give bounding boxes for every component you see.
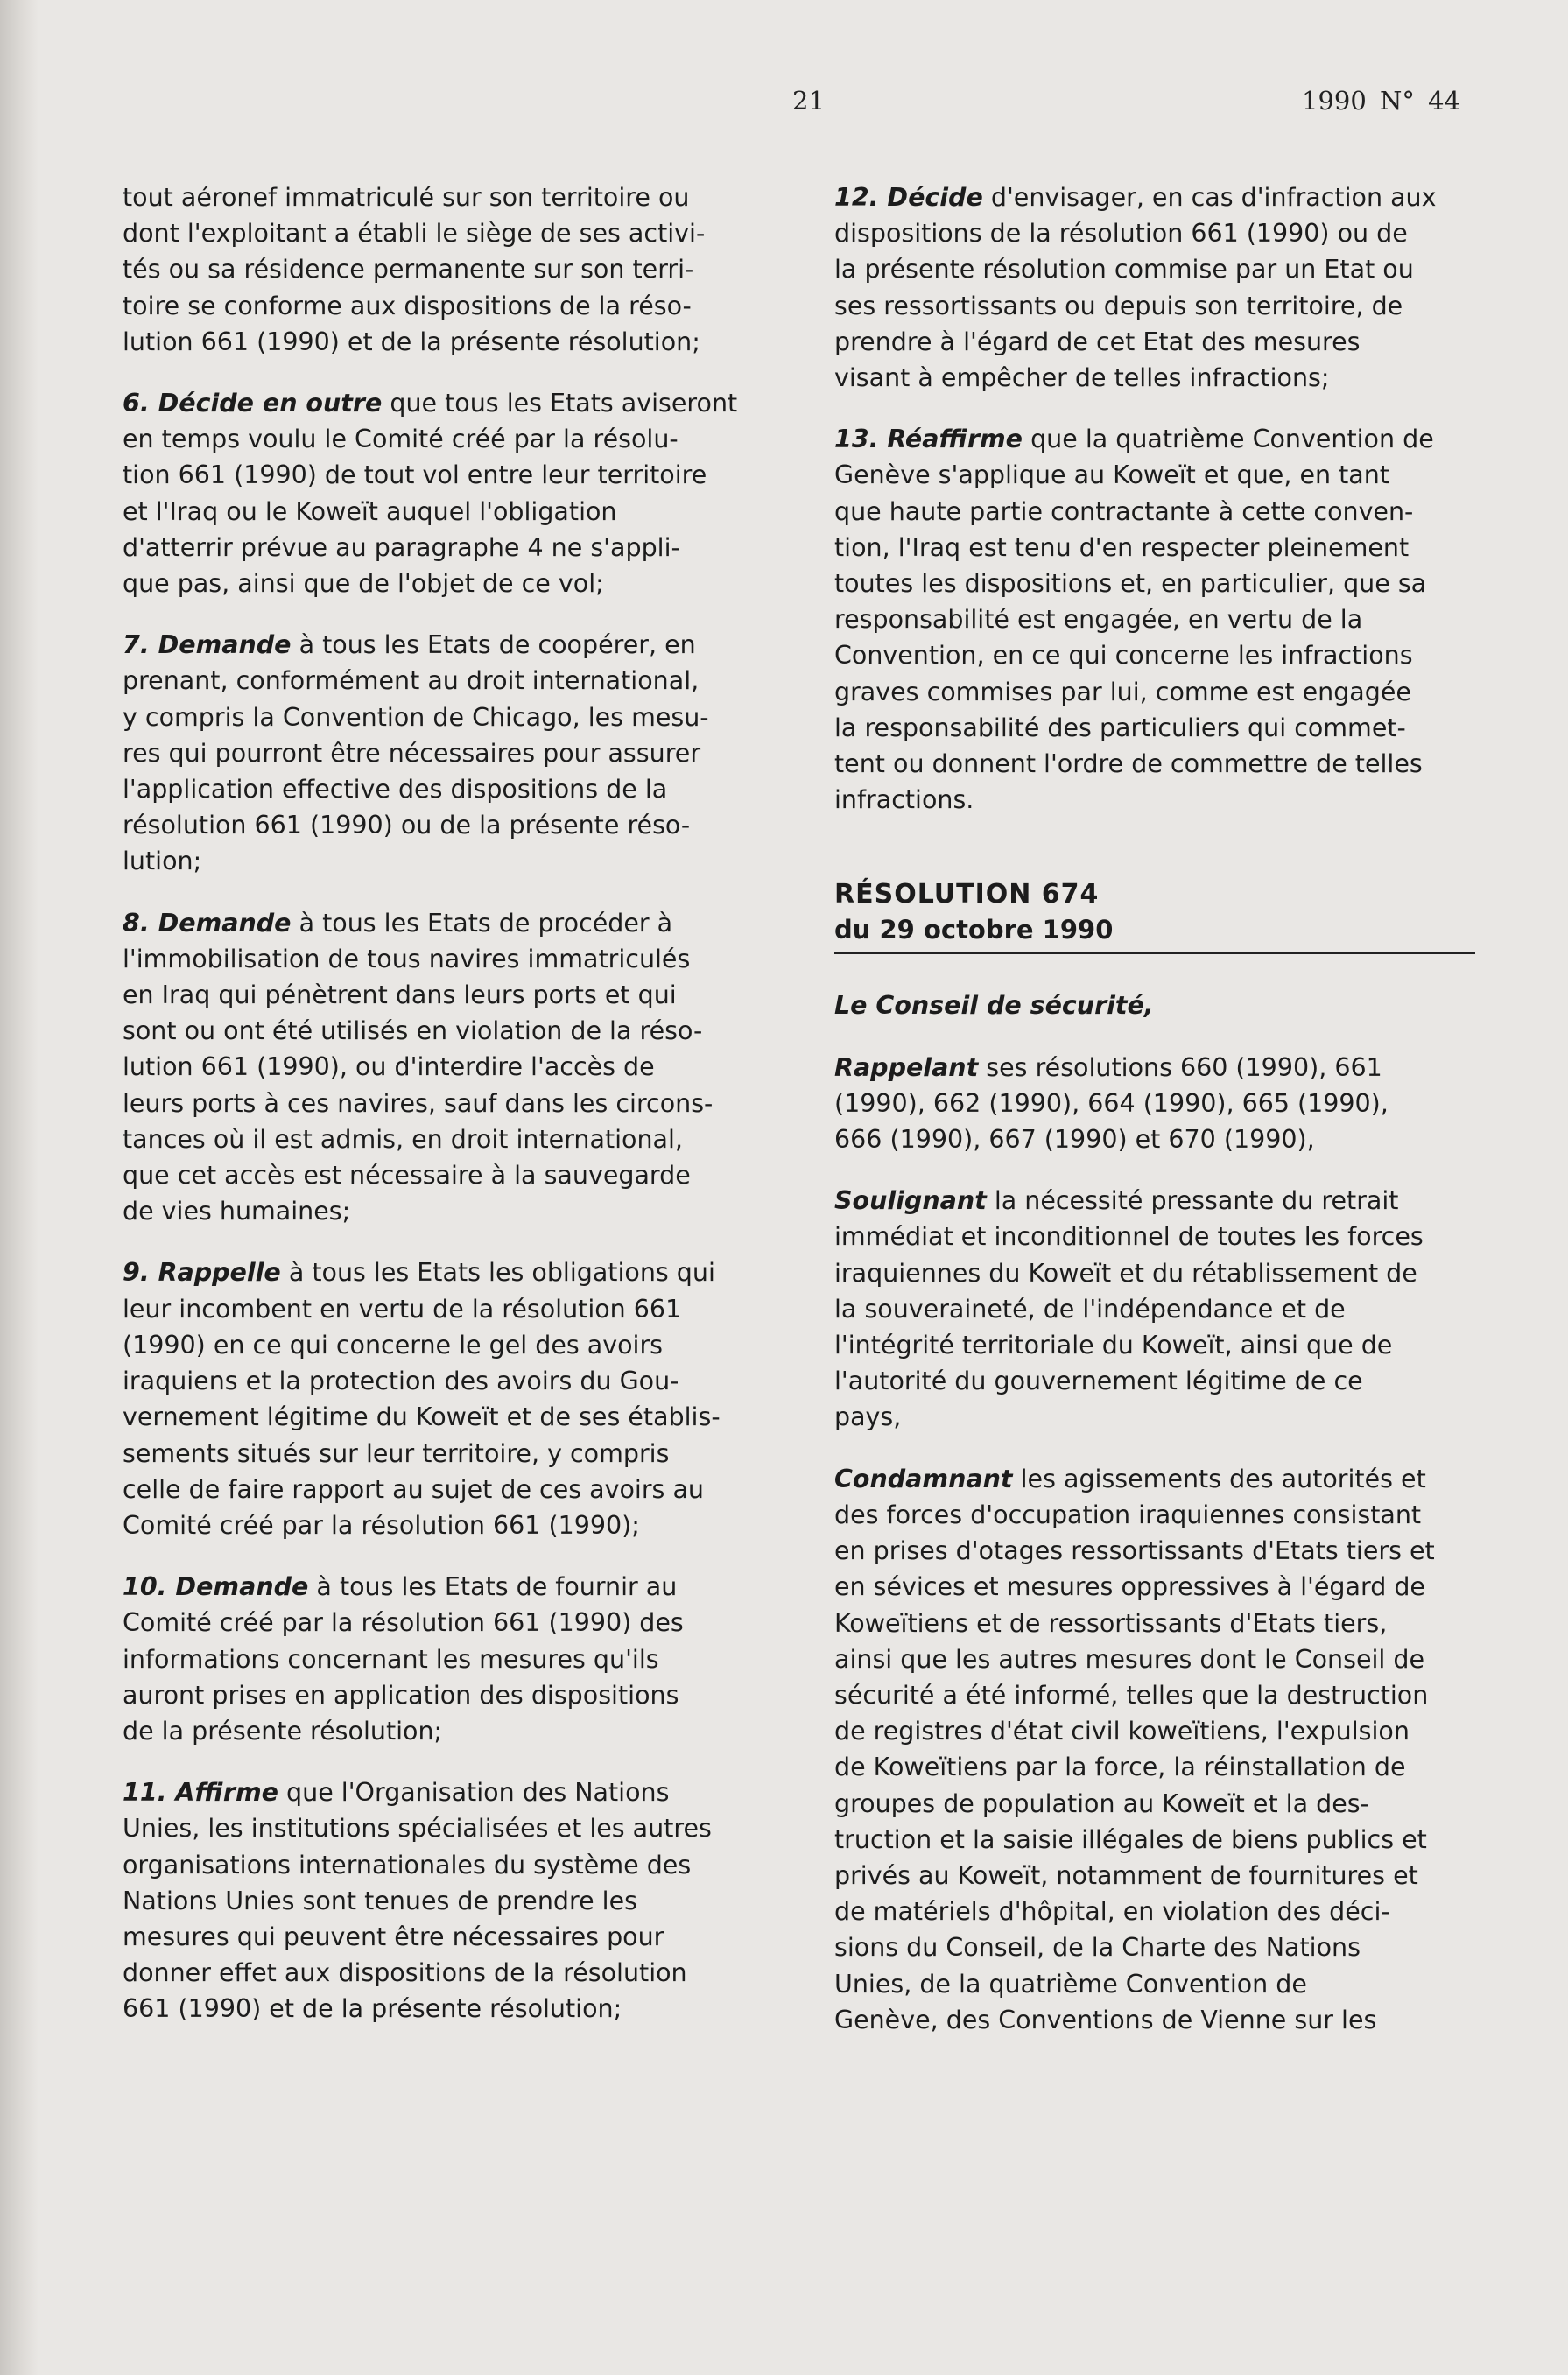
line-text: Comité créé par la résolution 661 (1990) des	[123, 1608, 684, 1638]
line-text: l'intégrité territoriale du Koweït, ainsi que de	[834, 1331, 1393, 1360]
paragraph-lead: Rappelant	[834, 1052, 979, 1082]
text-line	[834, 457, 1487, 493]
line-text: lution 661 (1990) et de la présente résolution;	[123, 327, 700, 356]
text-line	[123, 566, 788, 601]
line-text: que la quatrième Convention de	[1023, 425, 1434, 454]
resolution-title: RÉSOLUTION 674	[834, 879, 1100, 910]
text-line	[123, 1810, 788, 1846]
text-line	[834, 288, 1487, 324]
line-text: pays,	[834, 1402, 902, 1432]
line-text: les agissements des autorités et	[1012, 1464, 1426, 1493]
line-text: des forces d'occupation iraquiennes consistant	[834, 1500, 1422, 1529]
paragraph	[834, 1050, 1487, 1158]
text-line	[123, 1605, 788, 1641]
text-line	[123, 1641, 788, 1677]
text-line	[834, 494, 1487, 530]
text-line	[123, 251, 788, 287]
line-text: sions du Conseil, de la Charte des Nations	[834, 1933, 1361, 1963]
line-text: ses résolutions 660 (1990), 661	[978, 1052, 1382, 1082]
paragraph	[123, 385, 788, 601]
line-text: auront prises en application des dispositions	[123, 1680, 679, 1710]
left-column	[123, 179, 788, 2053]
line-text: vernement légitime du Koweït et de ses établis-	[123, 1402, 721, 1432]
line-text: Convention, en ce qui concerne les infractions	[834, 641, 1413, 671]
paragraph	[123, 1254, 788, 1543]
text-line	[123, 324, 788, 360]
line-text: résolution 661 (1990) ou de la présente réso-	[123, 811, 691, 840]
line-text: de matériels d'hôpital, en violation des déci-	[834, 1897, 1390, 1927]
line-text: leur incombent en vertu de la résolution 661	[123, 1294, 682, 1324]
paragraph	[834, 421, 1487, 818]
text-line	[834, 1966, 1487, 2002]
preamble	[834, 1050, 1487, 2038]
text-line	[123, 494, 788, 530]
line-text: la souveraineté, de l'indépendance et de	[834, 1294, 1346, 1324]
text-line	[834, 1606, 1487, 1641]
paragraph-lead: 10. Demande	[123, 1572, 309, 1602]
text-line	[834, 1929, 1487, 1965]
text-line	[834, 674, 1487, 710]
line-text: iraquiens et la protection des avoirs du Gou-	[123, 1367, 679, 1396]
text-line	[123, 1847, 788, 1883]
line-text: la nécessité pressante du retrait	[986, 1186, 1399, 1216]
text-line	[123, 771, 788, 807]
line-text: tion 661 (1990) de tout vol entre leur territoire	[123, 460, 707, 490]
line-text: (1990) en ce qui concerne le gel des avoirs	[123, 1330, 664, 1360]
line-text: responsabilité est engagée, en vertu de la	[834, 605, 1363, 635]
line-text: iraquiennes du Koweït et du rétablissement de	[834, 1258, 1417, 1288]
text-line	[834, 1749, 1487, 1785]
line-text: sements situés sur leur territoire, y compris	[123, 1438, 670, 1468]
paragraph	[123, 627, 788, 879]
line-text: Unies, de la quatrième Convention de	[834, 1969, 1307, 1999]
line-text: l'application effective des dispositions de la	[123, 775, 668, 805]
line-text: infractions.	[834, 785, 974, 815]
text-line	[834, 1894, 1487, 1929]
line-text: l'autorité du gouvernement légitime de ce	[834, 1367, 1363, 1396]
text-line	[834, 1086, 1487, 1121]
line-text: en Iraq qui pénètrent dans leurs ports et qui	[123, 980, 677, 1010]
right-column	[834, 179, 1487, 2063]
text-line	[834, 2002, 1487, 2038]
text-line	[123, 1507, 788, 1543]
text-line	[834, 1183, 1487, 1219]
text-line	[834, 1641, 1487, 1677]
paragraph-lead: 9. Rappelle	[123, 1258, 281, 1288]
line-text: à tous les Etats les obligations qui	[280, 1258, 715, 1288]
text-line	[834, 1677, 1487, 1713]
paragraph-lead: 12. Décide	[834, 183, 983, 212]
paragraph-lead: Soulignant	[834, 1186, 987, 1216]
line-text: Nations Unies sont tenues de prendre les	[123, 1886, 637, 1915]
line-text: à tous les Etats de procéder à	[291, 908, 673, 938]
line-text: informations concernant les mesures qu'ils	[123, 1644, 659, 1674]
text-line	[834, 1786, 1487, 1822]
line-text: en sévices et mesures oppressives à l'égard de	[834, 1572, 1425, 1602]
line-text: Genève, des Conventions de Vienne sur les	[834, 2005, 1377, 2034]
text-line	[123, 1774, 788, 1810]
line-text: ses ressortissants ou depuis son territoire, de	[834, 291, 1403, 320]
line-text: tés ou sa résidence permanente sur son terri-	[123, 255, 694, 285]
text-line	[123, 843, 788, 879]
line-text: immédiat et inconditionnel de toutes les forces	[834, 1222, 1424, 1252]
text-line	[834, 1363, 1487, 1399]
line-text: celle de faire rapport au sujet de ces avoirs au	[123, 1474, 704, 1504]
text-line	[123, 1955, 788, 1991]
text-line	[123, 179, 788, 215]
line-text: (1990), 662 (1990), 664 (1990), 665 (1990),	[834, 1088, 1389, 1118]
text-line	[123, 1049, 788, 1085]
text-line	[834, 1569, 1487, 1605]
line-text: en prises d'otages ressortissants d'Etats tiers et	[834, 1536, 1435, 1566]
text-line	[123, 1919, 788, 1955]
text-line	[834, 251, 1487, 287]
text-line	[123, 1677, 788, 1713]
line-text: groupes de population au Koweït et la des-	[834, 1788, 1369, 1818]
text-line	[834, 1219, 1487, 1254]
line-text: à tous les Etats de fournir au	[308, 1572, 678, 1602]
text-line	[123, 1569, 788, 1605]
line-text: que haute partie contractante à cette conven-	[834, 496, 1414, 526]
text-line	[123, 530, 788, 566]
resolution-date: du 29 octobre 1990	[834, 912, 1475, 954]
line-text: dispositions de la résolution 661 (1990) ou de	[834, 219, 1408, 249]
text-line	[123, 627, 788, 663]
line-text: donner effet aux dispositions de la résolution	[123, 1958, 687, 1988]
line-text: visant à empêcher de telles infractions;	[834, 363, 1330, 393]
text-line	[123, 1086, 788, 1121]
line-text: prenant, conformément au droit international,	[123, 666, 700, 696]
line-text: y compris la Convention de Chicago, les mesu-	[123, 702, 709, 732]
text-line	[834, 1533, 1487, 1569]
text-line	[123, 941, 788, 977]
text-line	[834, 421, 1487, 457]
page-number: 21	[792, 86, 825, 116]
text-line	[834, 179, 1487, 215]
text-line	[123, 385, 788, 421]
text-line	[834, 1858, 1487, 1894]
text-line	[834, 746, 1487, 782]
line-text: de registres d'état civil koweïtiens, l'expulsion	[834, 1717, 1410, 1746]
text-line	[834, 566, 1487, 601]
text-line	[834, 710, 1487, 746]
text-line	[123, 905, 788, 941]
text-line	[123, 1193, 788, 1229]
text-line	[123, 1713, 788, 1749]
text-line	[123, 1883, 788, 1919]
line-text: en temps voulu le Comité créé par la résolu-	[123, 425, 679, 454]
text-line	[834, 1255, 1487, 1291]
page-binding-shadow	[0, 0, 39, 2375]
text-line	[834, 1713, 1487, 1749]
text-line	[123, 215, 788, 251]
line-text: sécurité a été informé, telles que la destruction	[834, 1680, 1429, 1710]
line-text: que cet accès est nécessaire à la sauvegarde	[123, 1161, 691, 1191]
text-line	[834, 1050, 1487, 1086]
text-line	[834, 1497, 1487, 1533]
text-line	[123, 1291, 788, 1327]
paragraph	[123, 905, 788, 1230]
text-line	[834, 601, 1487, 637]
line-text: Unies, les institutions spécialisées et les autres	[123, 1814, 712, 1844]
text-line	[123, 421, 788, 457]
paragraph	[834, 1183, 1487, 1435]
text-line	[123, 1472, 788, 1507]
line-text: de vies humaines;	[123, 1197, 351, 1226]
text-line	[834, 1291, 1487, 1327]
line-text: prendre à l'égard de cet Etat des mesures	[834, 327, 1361, 356]
text-line	[834, 1822, 1487, 1858]
paragraph	[123, 1774, 788, 2027]
line-text: res qui pourront être nécessaires pour assurer	[123, 738, 701, 768]
text-line	[123, 1436, 788, 1472]
journal-issue: 1990 N° 44	[1302, 86, 1461, 116]
paragraph	[834, 179, 1487, 396]
line-text: à tous les Etats de coopérer, en	[291, 630, 696, 660]
line-text: privés au Koweït, notamment de fournitures et	[834, 1860, 1418, 1890]
line-text: lution;	[123, 847, 202, 876]
text-line	[834, 360, 1487, 396]
line-text: toire se conforme aux dispositions de la réso-	[123, 291, 692, 320]
line-text: la présente résolution commise par un Etat ou	[834, 255, 1414, 285]
line-text: toutes les dispositions et, en particulier, que sa	[834, 569, 1427, 599]
line-text: la responsabilité des particuliers qui commet-	[834, 713, 1406, 742]
line-text: 661 (1990) et de la présente résolution;	[123, 1994, 622, 2024]
line-text: ainsi que les autres mesures dont le Conseil de	[834, 1644, 1424, 1674]
line-text: truction et la saisie illégales de biens publics et	[834, 1824, 1427, 1854]
line-text: et l'Iraq ou le Koweït auquel l'obligation	[123, 496, 617, 526]
text-line	[123, 807, 788, 843]
text-line	[123, 1254, 788, 1290]
line-text: Genève s'applique au Koweït et que, en tant	[834, 460, 1389, 490]
text-line	[123, 699, 788, 735]
text-line	[834, 782, 1487, 818]
council-heading: Le Conseil de sécurité,	[834, 991, 1154, 1021]
paragraph-lead: 6. Décide en outre	[123, 389, 383, 418]
line-text: de la présente résolution;	[123, 1716, 443, 1746]
text-line	[123, 735, 788, 771]
text-line	[123, 1121, 788, 1157]
text-line	[123, 1157, 788, 1193]
line-text: de Koweïtiens par la force, la réinstallation de	[834, 1753, 1406, 1782]
line-text: que l'Organisation des Nations	[278, 1778, 670, 1808]
line-text: d'atterrir prévue au paragraphe 4 ne s'appli-	[123, 532, 680, 562]
paragraph-lead: 11. Affirme	[123, 1778, 278, 1808]
line-text: Comité créé par la résolution 661 (1990);	[123, 1510, 640, 1540]
line-text: graves commises par lui, comme est engagée	[834, 677, 1411, 706]
line-text: que pas, ainsi que de l'objet de ce vol;	[123, 569, 604, 599]
text-line	[123, 663, 788, 699]
text-line	[123, 1991, 788, 2027]
line-text: Koweïtiens et de ressortissants d'Etats tiers,	[834, 1608, 1388, 1638]
text-line	[834, 530, 1487, 566]
text-line	[834, 1399, 1487, 1435]
paragraph	[123, 179, 788, 360]
paragraph	[123, 1569, 788, 1749]
line-text: l'immobilisation de tous navires immatriculés	[123, 944, 691, 973]
text-line	[834, 1461, 1487, 1497]
text-line	[123, 1013, 788, 1049]
line-text: tout aéronef immatriculé sur son territoire ou	[123, 183, 690, 212]
line-text: leurs ports à ces navires, sauf dans les circons-	[123, 1088, 714, 1118]
text-line	[123, 288, 788, 324]
line-text: organisations internationales du système des	[123, 1850, 692, 1880]
text-line	[834, 324, 1487, 360]
line-text: 666 (1990), 667 (1990) et 670 (1990),	[834, 1125, 1315, 1155]
line-text: tion, l'Iraq est tenu d'en respecter pleinement	[834, 532, 1410, 562]
paragraph-lead: 8. Demande	[123, 908, 292, 938]
line-text: tent ou donnent l'ordre de commettre de telles	[834, 749, 1423, 779]
paragraph-lead: Condamnant	[834, 1464, 1013, 1493]
line-text: lution 661 (1990), ou d'interdire l'accès de	[123, 1052, 655, 1082]
text-line	[123, 1399, 788, 1435]
right-paragraphs	[834, 179, 1487, 818]
paragraph	[834, 1461, 1487, 2038]
paragraph-lead: 13. Réaffirme	[834, 425, 1023, 454]
text-line	[834, 1121, 1487, 1157]
paragraph-lead: 7. Demande	[123, 630, 292, 660]
line-text: mesures qui peuvent être nécessaires pour	[123, 1922, 664, 1951]
line-text: sont ou ont été utilisés en violation de la réso-	[123, 1016, 703, 1046]
text-line	[123, 457, 788, 493]
text-line	[123, 1327, 788, 1363]
text-line	[123, 977, 788, 1013]
line-text: tances où il est admis, en droit international,	[123, 1124, 683, 1154]
text-line	[834, 637, 1487, 673]
text-line	[123, 1363, 788, 1399]
text-line	[834, 1327, 1487, 1363]
line-text: que tous les Etats aviseront	[382, 389, 738, 418]
line-text: d'envisager, en cas d'infraction aux	[982, 183, 1437, 212]
line-text: dont l'exploitant a établi le siège de ses activi-	[123, 219, 706, 249]
text-line	[834, 215, 1487, 251]
